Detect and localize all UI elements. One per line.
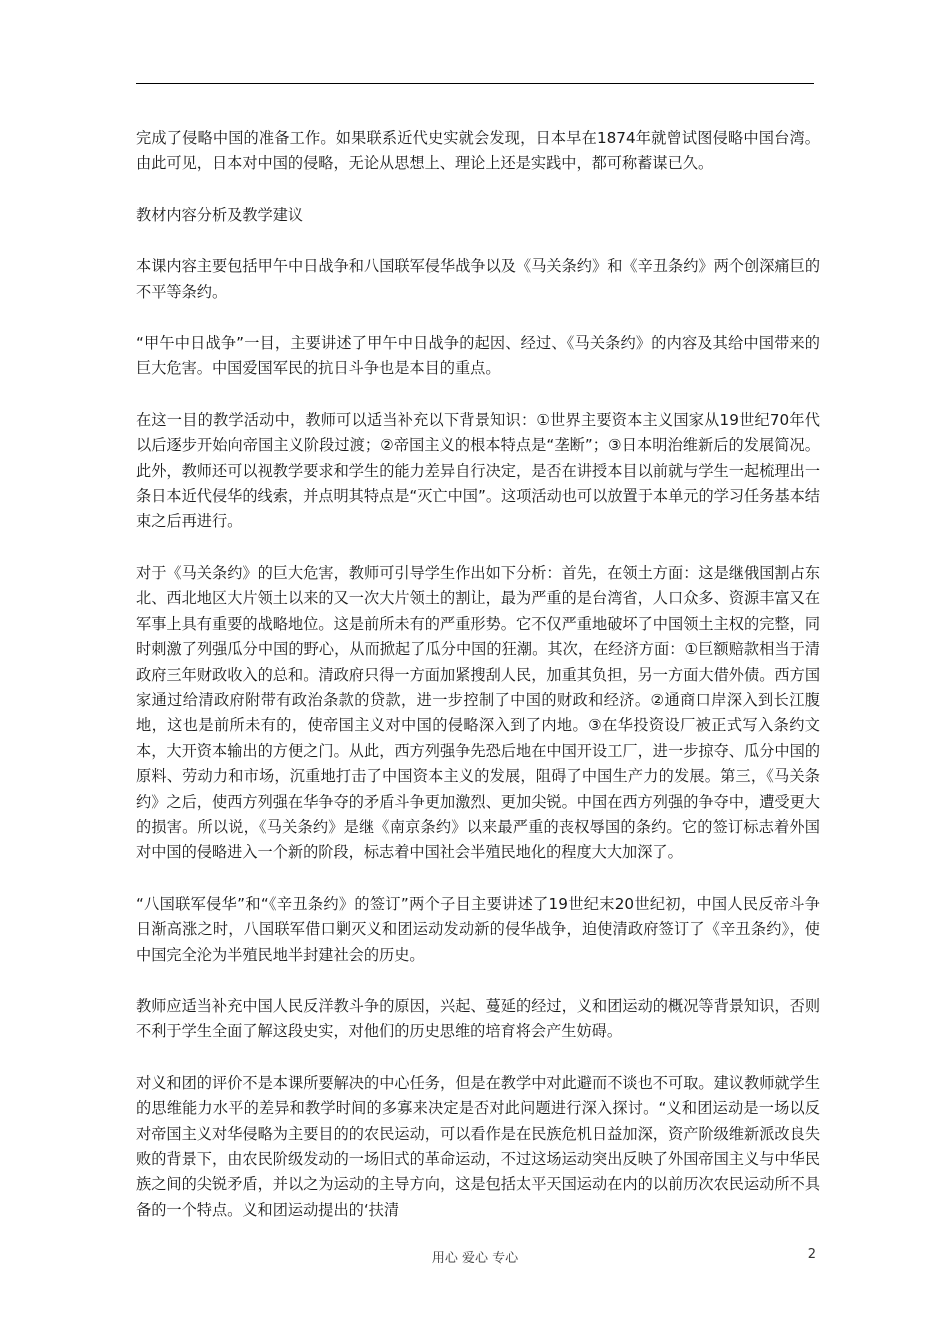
paragraph-background-knowledge: 教师应适当补充中国人民反洋教斗争的原因，兴起、蔓延的经过，义和团运动的概况等背景知识，否则不利于学生全面了解这段史实，对他们的历史思维的培育将会产生妨碍。 — [136, 996, 820, 1041]
document-body — [136, 126, 820, 1249]
paragraph-treaty-analysis: 对于《马关条约》的巨大危害，教师可引导学生作出如下分析：首先，在领土方面：这是继俄国割占东北、西北地区大片领土以来的又一次大片领土的割让，最为严重的是台湾省，人口众多、资源丰富又在军事上具有重要的战略地位。这是前所未有的严重形势。它不仅严重地破坏了中国领土主权的完整，同时刺激了列强瓜分中国的野心，从而掀起了瓜分中国的狂潮。其次，在经济方面：①巨额赔款相当于清政府三年财政收入的总和。清政府只得一方面加紧搜刮人民，加重其负担，另一方面大借外债。西方国家通过给清政府附带有政治条款的贷款，进一步控制了中国的财政和经济。②通商口岸深入到长江腹地，这也是前所未有的，使帝国主义对中国的侵略深入到了内地。③在华投资设厂被正式写入条约文本，大开资本输出的方便之门。从此，西方列强争先恐后地在中国开设工厂，进一步掠夺、瓜分中国的原料、劳动力和市场，沉重地打击了中国资本主义的发展，阻碍了中国生产力的发展。第三，《马关条约》之后，使西方列强在华争夺的矛盾斗争更加激烈、更加尖锐。中国在西方列强的争夺中，遭受更大的损害。所以说，《马关条约》是继《南京条约》以来最严重的丧权辱国的条约。它的签订标志着外国对中国的侵略进入一个新的阶段，标志着中国社会半殖民地化的程度大大加深了。 — [136, 563, 820, 862]
paragraph-continuation: 完成了侵略中国的准备工作。如果联系近代史实就会发现，日本早在1874年就曾试图侵略中国台湾。由此可见，日本对中国的侵略，无论从思想上、理论上还是实践中，都可称蓄谋已久。 — [136, 129, 820, 173]
paragraph-sino-japanese-war: “甲午中日战争”一目，主要讲述了甲午中日战争的起因、经过、《马关条约》的内容及其给中国带来的巨大危害。中国爱国军民的抗日斗争也是本目的重点。 — [136, 334, 820, 378]
paragraph-eight-nation-alliance: “八国联军侵华”和“《辛丑条约》的签订”两个子目主要讲述了19世纪末20世纪初，中国人民反帝斗争日渐高涨之时，八国联军借口剿灭义和团运动发动新的侵华战争，迫使清政府签订了《辛丑条约》，使中国完全沦为半殖民地半封建社会的历史。 — [136, 894, 820, 964]
section-heading: 教材内容分析及教学建议 — [136, 205, 304, 224]
paragraph-teaching-activity: 在这一目的教学活动中，教师可以适当补充以下背景知识：①世界主要资本主义国家从19世纪70年代以后逐步开始向帝国主义阶段过渡；②帝国主义的根本特点是“垄断”；③日本明治维新后的发展简况。此外，教师还可以视教学要求和学生的能力差异自行决定，是否在讲授本目以前就与学生一起梳理出一条日本近代侵华的线索，并点明其特点是“灭亡中国”。这项活动也可以放置于本单元的学习任务基本结束之后再进行。 — [136, 410, 820, 531]
paragraph-boxer-evaluation: 对义和团的评价不是本课所要解决的中心任务，但是在教学中对此避而不谈也不可取。建议教师就学生的思维能力水平的差异和教学时间的多寡来决定是否对此问题进行深入探讨。“义和团运动是一场以反对帝国主义对华侵略为主要目的的农民运动，可以看作是在民族危机日益加深，资产阶级维新派改良失败的背景下，由农民阶级发动的一场旧式的革命运动，不过这场运动突出反映了外国帝国主义与中华民族之间的尖锐矛盾，并以之为运动的主导方向，这是包括太平天国运动在内的以前历次农民运动所不具备的一个特点。义和团运动提出的‘扶清 — [136, 1073, 820, 1219]
paragraph-course-content: 本课内容主要包括甲午中日战争和八国联军侵华战争以及《马关条约》和《辛丑条约》两个创深痛巨的不平等条约。 — [136, 257, 820, 301]
footer-text: 用心 爱心 专心 — [431, 1251, 519, 1266]
page-number: 2 — [807, 1247, 816, 1262]
header-rule — [136, 83, 814, 84]
